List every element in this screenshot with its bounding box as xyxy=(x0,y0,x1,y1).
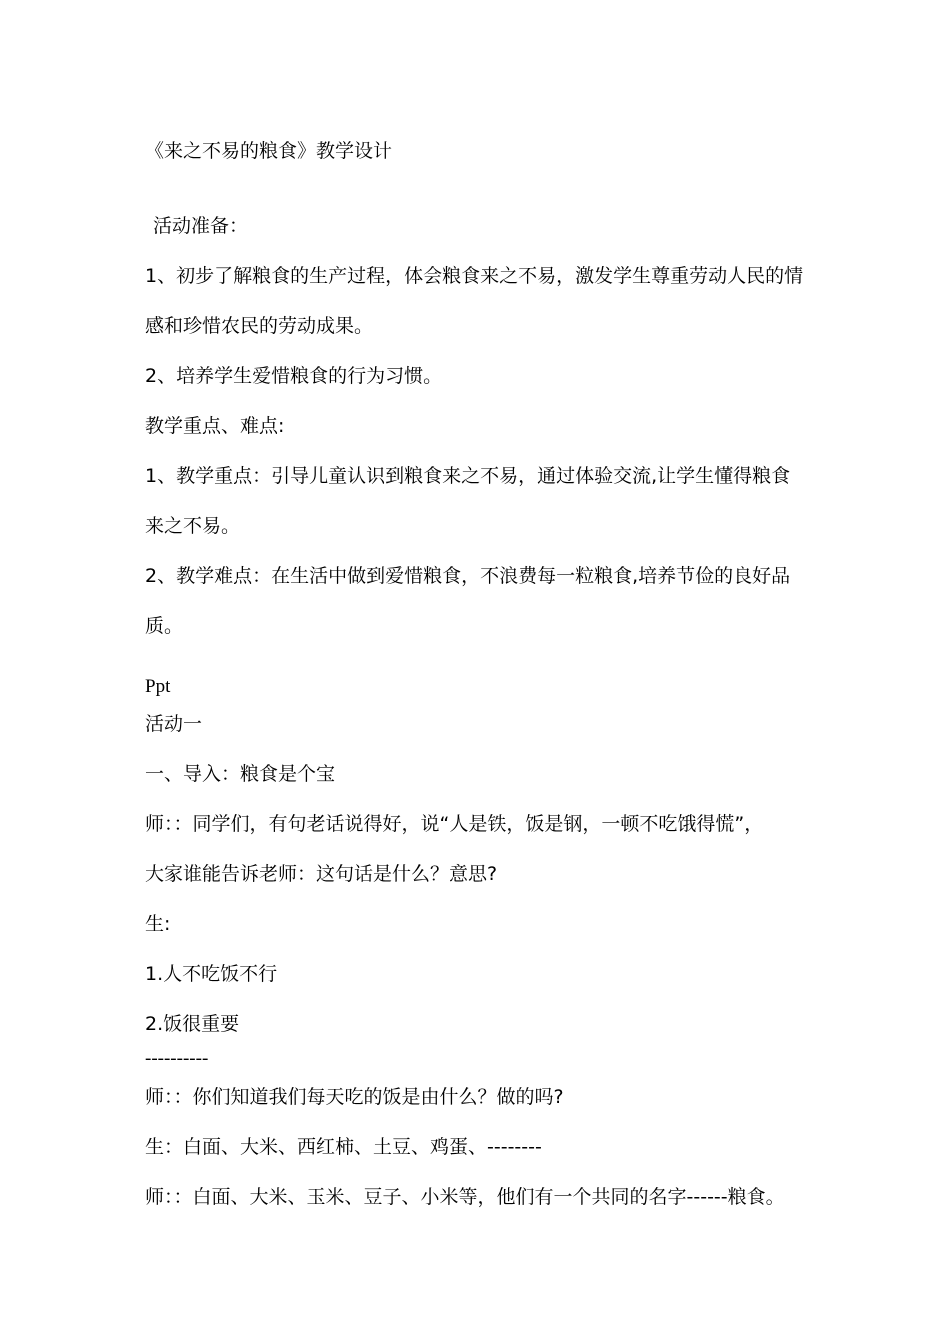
paragraph-key-1-line-2: 来之不易。 xyxy=(145,515,241,537)
document-title: 《来之不易的粮食》教学设计 xyxy=(145,140,393,162)
section-heading-key-points: 教学重点、难点: xyxy=(145,415,285,437)
student-answer-1: 1.人不吃饭不行 xyxy=(145,963,278,985)
intro-heading: 一、导入：粮食是个宝 xyxy=(145,763,336,785)
ppt-label: Ppt xyxy=(145,676,171,697)
paragraph-prep-2: 2、培养学生爱惜粮食的行为习惯。 xyxy=(145,365,443,387)
paragraph-prep-1-line-2: 感和珍惜农民的劳动成果。 xyxy=(145,315,374,337)
section-heading-activity-prep: 活动准备： xyxy=(153,215,249,237)
paragraph-key-2-line-2: 质。 xyxy=(145,615,184,637)
paragraph-key-1-line-1: 1、教学重点：引导儿童认识到粮食来之不易，通过体验交流,让学生懂得粮食 xyxy=(145,465,791,487)
student-label: 生: xyxy=(145,913,171,935)
divider-dashes: ---------- xyxy=(145,1048,209,1069)
teacher-line-1b: 大家谁能告诉老师：这句话是什么？意思? xyxy=(145,863,498,885)
activity-heading: 活动一 xyxy=(145,713,203,735)
paragraph-key-2-line-1: 2、教学难点：在生活中做到爱惜粮食，不浪费每一粒粮食,培养节俭的良好品 xyxy=(145,565,791,587)
student-line-2: 生：白面、大米、西红柿、土豆、鸡蛋、-------- xyxy=(145,1136,542,1158)
student-answer-2: 2.饭很重要 xyxy=(145,1013,240,1035)
paragraph-prep-1-line-1: 1、初步了解粮食的生产过程，体会粮食来之不易，激发学生尊重劳动人民的情 xyxy=(145,265,804,287)
teacher-line-1a: 师：：同学们，有句老话说得好，说“人是铁，饭是钢，一顿不吃饿得慌”， xyxy=(145,813,764,835)
teacher-line-3: 师：：白面、大米、玉米、豆子、小米等，他们有一个共同的名字------粮食。 xyxy=(145,1186,785,1208)
teacher-line-2: 师：：你们知道我们每天吃的饭是由什么？做的吗? xyxy=(145,1086,564,1108)
